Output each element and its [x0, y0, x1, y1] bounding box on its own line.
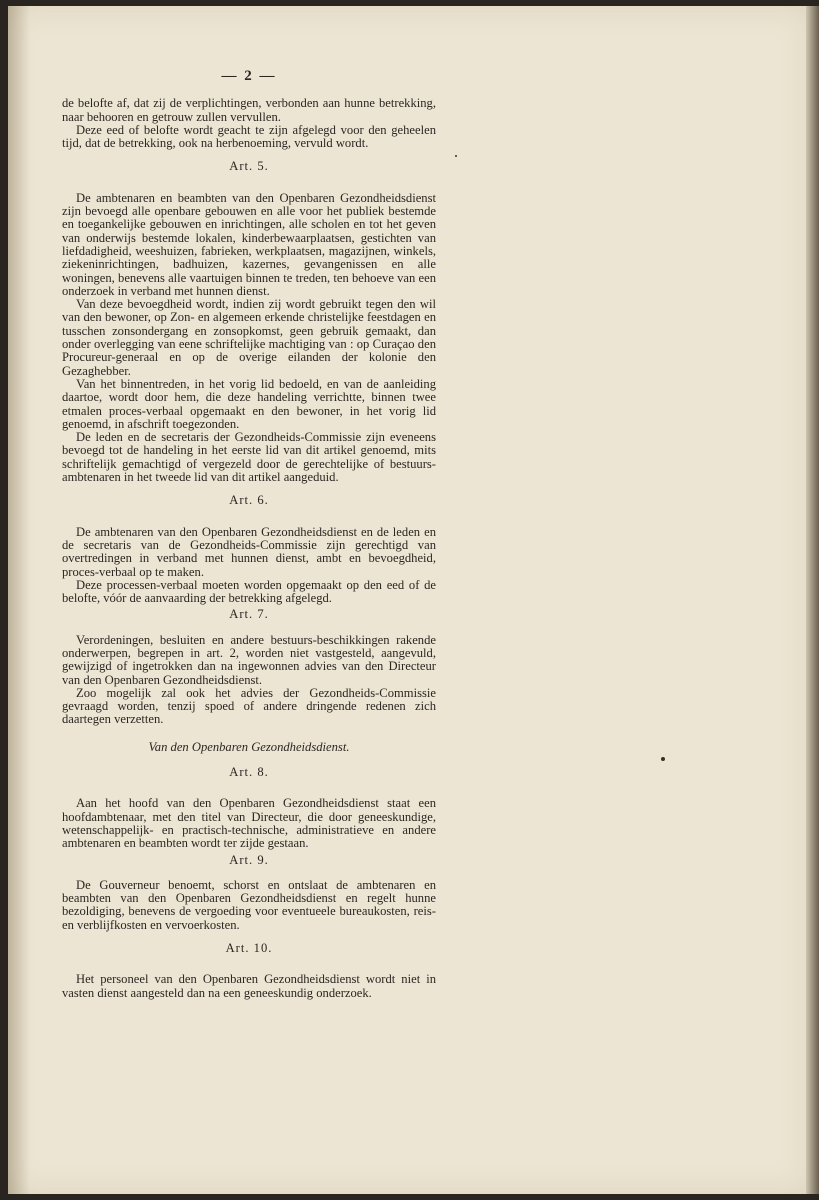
paragraph: Van deze bevoegdheid wordt, indien zij wordt gebruikt tegen den wil van den bewoner, op Zon- en algemeen erkende christelijke feestdagen en tusschen zonsondergang en zonsopkomst, geen gebruik gemaakt, dan onder overlegging van eene schriftelijke machtiging van : op Curaçao den Procureur-generaal en op de overige eilanden der kolonie den Gezaghebber.: [62, 297, 436, 378]
paragraph: De Gouverneur benoemt, schorst en ontslaat de ambtenaren en beambten van den Openbaren Gezondheidsdienst en regelt hunne bezoldiging, benevens de vergoeding voor eventueele bureaukosten, reis- en verblijfkosten en vervoerkosten.: [62, 877, 436, 932]
article-text: [62, 97, 436, 1000]
page-edge: [806, 6, 819, 1194]
paragraph: Deze processen-verbaal moeten worden opgemaakt op den eed of de belofte, vóór de aanvaarding der betrekking afgelegd.: [62, 577, 436, 606]
ink-speck: [455, 155, 457, 157]
paragraph: De ambtenaren van den Openbaren Gezondheidsdienst en de leden en de secretaris van de Gezondheids-Commissie zijn gerechtigd van overtredingen in verband met hunnen dienst, ambt en bevoegdheid, proces-verbaal op te maken.: [62, 524, 436, 579]
article-heading: Art. 8.: [229, 765, 269, 780]
section-heading: Van den Openbaren Gezondheidsdienst.: [148, 739, 350, 754]
article-heading: Art. 5.: [229, 159, 269, 174]
paragraph: De ambtenaren en beambten van den Openbaren Gezondheidsdienst zijn bevoegd alle openbare gebouwen en alle voor het publiek bestemde en toegankelijke gebouwen en inrichtingen, alle scholen en tot het geven van onderwijs bestemde lokalen, kinderbewaarplaatsen, gestichten van liefdadigheid, weeshuizen, fabrieken, werkplaatsen, magazijnen, winkels, ziekeninrichtingen, badhuizen, kazernes, gevangenissen en alle woningen, benevens alle vaartuigen binnen te treden, ten behoeve van een onderzoek in verband met hunnen dienst.: [62, 190, 436, 298]
page-number: — 2 —: [221, 68, 277, 84]
paragraph: Zoo mogelijk zal ook het advies der Gezondheids-Commissie gevraagd worden, tenzij spoed of andere dringende redenen zich daartegen verzetten.: [62, 685, 436, 727]
ink-speck: [661, 757, 665, 761]
paragraph: Van het binnentreden, in het vorig lid bedoeld, en van de aanleiding daartoe, wordt door hem, die deze handeling verrichtte, binnen twee etmalen proces-verbaal opgemaakt en den bewoner, in het vorig lid genoemd, in afschrift toegezonden.: [62, 376, 436, 431]
paragraph: Deze eed of belofte wordt geacht te zijn afgelegd voor den geheelen tijd, dat de betrekking, ook na herbenoeming, vervuld wordt.: [62, 122, 436, 151]
paragraph: De leden en de secretaris der Gezondheids-Commissie zijn eveneens bevoegd tot de handeling in het eerste lid van dit artikel genoemd, mits schriftelijk gemachtigd of vergezeld door de gerechtelijke of bestuurs-ambtenaren in het tweede lid van dit artikel aangeduid.: [62, 430, 436, 485]
article-heading: Art. 10.: [225, 941, 273, 956]
paragraph: Verordeningen, besluiten en andere bestuurs-beschikkingen rakende onderwerpen, begrepen in art. 2, worden niet vastgesteld, aangevuld, gewijzigd of ingetrokken dan na ingewonnen advies van den Directeur van den Openbaren Gezondheidsdienst.: [62, 632, 436, 687]
article-heading: Art. 7.: [229, 607, 269, 622]
article-heading: Art. 9.: [229, 852, 269, 867]
paragraph: Aan het hoofd van den Openbaren Gezondheidsdienst staat een hoofdambtenaar, met den titel van Directeur, die door geneeskundige, wetenschappelijk- en practisch-technische, administratieve en andere ambtenaren en beambten wordt ter zijde gestaan.: [62, 796, 436, 851]
article-heading: Art. 6.: [229, 493, 269, 508]
paragraph: de belofte af, dat zij de verplichtingen, verbonden aan hunne betrekking, naar behooren en getrouw zullen vervullen.: [62, 96, 436, 124]
document-body: [62, 70, 436, 1000]
binding-shadow: [8, 6, 30, 1194]
paragraph: Het personeel van den Openbaren Gezondheidsdienst wordt niet in vasten dienst aangesteld dan na een geneeskundig onderzoek.: [62, 972, 436, 1000]
